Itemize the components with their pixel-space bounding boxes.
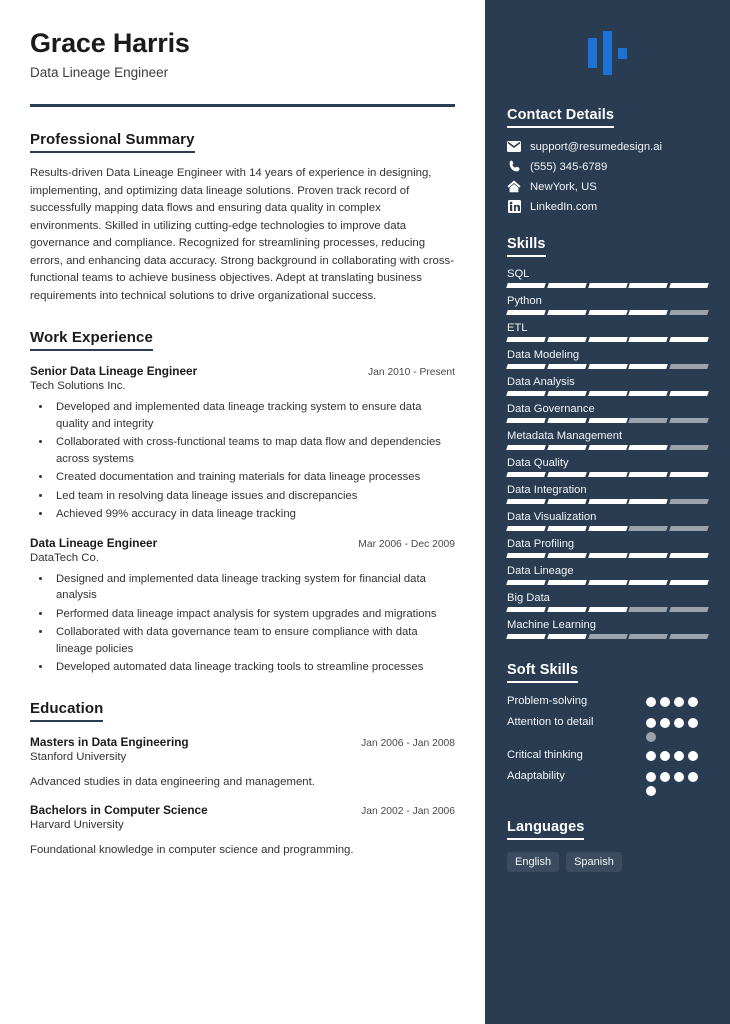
resume-sidebar [485, 0, 730, 1024]
work-bullet: • Developed automated data lineage tracking tools to streamline processes [52, 659, 455, 676]
education-degree: Masters in Data Engineering [30, 734, 189, 749]
skill-segment [506, 310, 545, 315]
skill-name: SQL [507, 268, 530, 280]
soft-skill-name: Attention to detail [507, 716, 594, 728]
soft-skill-item [507, 715, 708, 742]
skill-name: Big Data [507, 592, 550, 604]
logo-bar-2 [603, 31, 612, 75]
skill-item [507, 511, 708, 531]
skill-segment [547, 418, 586, 423]
education-degree: Bachelors in Computer Science [30, 802, 208, 817]
skill-segment [547, 283, 586, 288]
section-heading-contact: Contact Details [507, 107, 614, 128]
language-list [507, 852, 708, 872]
skill-item [507, 349, 708, 369]
contact-item-phone[interactable] [507, 160, 708, 173]
work-bullet: • Led team in resolving data lineage issues and discrepancies [52, 488, 455, 505]
section-heading-skills: Skills [507, 236, 546, 257]
section-work-experience [30, 329, 455, 676]
rating-dot [646, 786, 656, 796]
skill-segment [669, 418, 708, 423]
soft-skill-rating [646, 748, 708, 761]
skill-name: ETL [507, 322, 528, 334]
skill-segment [506, 580, 545, 585]
skill-segment [629, 391, 668, 396]
section-professional-summary [30, 131, 455, 305]
skill-segment [588, 526, 627, 531]
skill-name: Data Visualization [507, 511, 597, 523]
skill-segment [588, 283, 627, 288]
work-entry-header [30, 364, 455, 378]
section-contact-details [507, 106, 708, 213]
skill-level-bar [507, 634, 708, 639]
skill-item [507, 376, 708, 396]
skill-level-bar [507, 310, 708, 315]
contact-item-location[interactable] [507, 180, 708, 193]
skill-name: Data Quality [507, 457, 569, 469]
skill-segment [547, 364, 586, 369]
skill-segment [669, 607, 708, 612]
page-title [30, 28, 455, 80]
logo-bar-3 [618, 48, 627, 59]
skill-segment [629, 580, 668, 585]
skill-level-bar [507, 526, 708, 531]
skill-segment [629, 472, 668, 477]
skill-segment [547, 445, 586, 450]
skill-segment [629, 418, 668, 423]
section-soft-skills [507, 661, 708, 796]
skill-segment [629, 499, 668, 504]
candidate-name: Grace Harris [30, 28, 190, 58]
skill-segment [506, 418, 545, 423]
skill-level-bar [507, 445, 708, 450]
skill-name: Data Governance [507, 403, 595, 415]
skill-segment [669, 634, 708, 639]
logo-bar-1 [588, 38, 597, 68]
skill-item [507, 538, 708, 558]
skill-segment [547, 607, 586, 612]
skill-segment [506, 553, 545, 558]
contact-linkedin-text: LinkedIn.com [530, 200, 598, 213]
skill-segment [547, 337, 586, 342]
education-date: Jan 2002 - Jan 2006 [361, 805, 455, 817]
education-description: Advanced studies in data engineering and management. [30, 775, 315, 788]
skill-level-bar [507, 364, 708, 369]
skill-level-bar [507, 337, 708, 342]
skill-segment [669, 337, 708, 342]
skill-segment [629, 634, 668, 639]
skill-segment [547, 580, 586, 585]
section-heading-languages: Languages [507, 819, 584, 840]
summary-text: Results-driven Data Lineage Engineer with 14 years of experience in designing, implementing, and optimizing data lineage solutions. Proven track record of successfully mapping data flows and ensuring data quality in complex environments. Skilled in utilizing cutting-edge technologies to improve data governance and compliance. Recognized for streamlining processes, reducing errors, and enhancing data accuracy. Strong background in collaborating with cross-functional teams to achieve business objectives. Adept at translating business requirements into technical solutions to drive organizational success. [30, 167, 455, 302]
skill-item [507, 322, 708, 342]
rating-dot [674, 751, 684, 761]
section-heading-work: Work Experience [30, 329, 153, 351]
section-heading-soft-skills: Soft Skills [507, 662, 578, 683]
skill-segment [588, 607, 627, 612]
skill-segment [506, 364, 545, 369]
education-entry-header [30, 803, 455, 817]
skill-item [507, 295, 708, 315]
work-bullet: • Designed and implemented data lineage tracking system for financial data analysis [52, 571, 455, 604]
section-heading-education: Education [30, 700, 103, 722]
skill-level-bar [507, 580, 708, 585]
education-entry [30, 803, 455, 858]
skill-segment [506, 445, 545, 450]
skill-segment [547, 553, 586, 558]
skill-segment [669, 283, 708, 288]
skill-segment [547, 310, 586, 315]
work-bullet: • Performed data lineage impact analysis for system upgrades and migrations [52, 606, 455, 623]
skill-name: Data Modeling [507, 349, 580, 361]
skill-segment [629, 526, 668, 531]
education-entry-header [30, 735, 455, 749]
skill-segment [669, 364, 708, 369]
skill-segment [506, 526, 545, 531]
work-bullet-list [52, 571, 455, 676]
work-role: Senior Data Lineage Engineer [30, 364, 198, 379]
skill-segment [629, 607, 668, 612]
contact-item-email[interactable] [507, 140, 708, 153]
skill-item [507, 268, 708, 288]
rating-dot [660, 751, 670, 761]
skill-name: Data Analysis [507, 376, 575, 388]
work-company: Tech Solutions Inc. [30, 380, 126, 393]
skill-segment [506, 634, 545, 639]
envelope-icon [507, 140, 521, 153]
skill-name: Data Profiling [507, 538, 575, 550]
skill-segment [588, 445, 627, 450]
skill-level-bar [507, 607, 708, 612]
skill-item [507, 592, 708, 612]
education-description: Foundational knowledge in computer science and programming. [30, 843, 354, 856]
work-entry-header [30, 536, 455, 550]
rating-dot [674, 697, 684, 707]
skill-level-bar [507, 499, 708, 504]
skill-segment [547, 391, 586, 396]
work-entry [30, 536, 455, 676]
education-date: Jan 2006 - Jan 2008 [361, 737, 455, 749]
header-divider [30, 104, 455, 107]
soft-skill-rating [646, 715, 708, 742]
work-bullet: • Created documentation and training materials for data lineage processes [52, 469, 455, 486]
rating-dot [660, 718, 670, 728]
section-skills [507, 235, 708, 639]
skill-segment [588, 337, 627, 342]
rating-dot [646, 718, 656, 728]
work-date: Jan 2010 - Present [367, 367, 455, 379]
skill-segment [629, 445, 668, 450]
skill-segment [588, 391, 627, 396]
education-school: Harvard University [30, 818, 124, 831]
skill-segment [669, 445, 708, 450]
skill-item [507, 457, 708, 477]
skill-segment [547, 634, 586, 639]
phone-icon [507, 160, 521, 173]
skill-name: Metadata Management [507, 430, 623, 442]
education-school: Stanford University [30, 750, 127, 763]
skill-item [507, 484, 708, 504]
skill-level-bar [507, 283, 708, 288]
section-heading-summary: Professional Summary [30, 131, 195, 153]
bar-chart-logo-icon [507, 22, 708, 84]
skill-segment [629, 337, 668, 342]
work-bullet-list [52, 399, 455, 523]
soft-skill-name: Problem-solving [507, 695, 588, 707]
soft-skill-rating [646, 694, 708, 707]
skill-segment [506, 499, 545, 504]
skill-segment [629, 553, 668, 558]
linkedin-icon [507, 200, 521, 213]
section-education [30, 700, 455, 858]
skill-segment [506, 472, 545, 477]
skill-segment [506, 283, 545, 288]
rating-dot [688, 697, 698, 707]
work-role: Data Lineage Engineer [30, 535, 158, 550]
skill-segment [588, 553, 627, 558]
education-entry [30, 735, 455, 790]
skill-segment [669, 580, 708, 585]
work-company: DataTech Co. [30, 551, 100, 564]
skill-segment [588, 634, 627, 639]
skill-segment [669, 391, 708, 396]
soft-skill-item [507, 694, 708, 709]
soft-skill-item [507, 748, 708, 763]
soft-skill-list [507, 694, 708, 796]
skill-segment [547, 472, 586, 477]
skill-item [507, 403, 708, 423]
skill-segment [588, 580, 627, 585]
skill-segment [588, 499, 627, 504]
skill-level-bar [507, 391, 708, 396]
skill-segment [506, 607, 545, 612]
contact-phone-text: (555) 345-6789 [530, 160, 608, 173]
skill-segment [629, 310, 668, 315]
section-languages [507, 818, 708, 872]
skill-item [507, 619, 708, 639]
skill-segment [669, 472, 708, 477]
work-bullet: • Collaborated with data governance team to ensure compliance with data lineage policies [52, 624, 455, 657]
work-bullet: • Achieved 99% accuracy in data lineage tracking [52, 506, 455, 523]
skill-segment [669, 526, 708, 531]
candidate-job-title: Data Lineage Engineer [30, 65, 169, 81]
skill-segment [506, 337, 545, 342]
skill-name: Data Integration [507, 484, 587, 496]
skill-item [507, 565, 708, 585]
skill-segment [588, 472, 627, 477]
rating-dot [660, 772, 670, 782]
soft-skill-item [507, 769, 708, 796]
skill-segment [629, 283, 668, 288]
skill-segment [547, 499, 586, 504]
skill-segment [547, 526, 586, 531]
soft-skill-rating [646, 769, 708, 796]
skill-segment [588, 364, 627, 369]
skill-segment [588, 418, 627, 423]
skill-list [507, 268, 708, 639]
skill-name: Data Lineage [507, 565, 574, 577]
rating-dot [646, 697, 656, 707]
work-bullet: • Collaborated with cross-functional teams to map data flow and dependencies across systems [52, 434, 455, 467]
soft-skill-name: Critical thinking [507, 749, 583, 761]
work-bullet: • Developed and implemented data lineage tracking system to ensure data quality and integrity [52, 399, 455, 432]
skill-segment [669, 553, 708, 558]
work-entry [30, 364, 455, 523]
skill-level-bar [507, 418, 708, 423]
skill-segment [669, 499, 708, 504]
skill-name: Machine Learning [507, 619, 596, 631]
skill-segment [506, 391, 545, 396]
skill-name: Python [507, 295, 542, 307]
rating-dot [674, 772, 684, 782]
rating-dot [660, 697, 670, 707]
contact-item-linkedin[interactable] [507, 200, 708, 213]
language-tag[interactable]: English [507, 852, 559, 872]
rating-dot [688, 751, 698, 761]
rating-dot [646, 732, 656, 742]
rating-dot [646, 751, 656, 761]
skill-item [507, 430, 708, 450]
contact-location-text: NewYork, US [530, 180, 597, 193]
work-date: Mar 2006 - Dec 2009 [358, 538, 455, 550]
skill-level-bar [507, 472, 708, 477]
contact-list [507, 140, 708, 213]
rating-dot [688, 718, 698, 728]
skill-segment [669, 310, 708, 315]
language-tag[interactable]: Spanish [566, 852, 622, 872]
skill-segment [629, 364, 668, 369]
soft-skill-name: Adaptability [507, 770, 565, 782]
contact-email-text: support@resumedesign.ai [530, 140, 663, 153]
rating-dot [646, 772, 656, 782]
rating-dot [674, 718, 684, 728]
rating-dot [688, 772, 698, 782]
skill-segment [588, 310, 627, 315]
skill-level-bar [507, 553, 708, 558]
home-icon [507, 180, 521, 193]
